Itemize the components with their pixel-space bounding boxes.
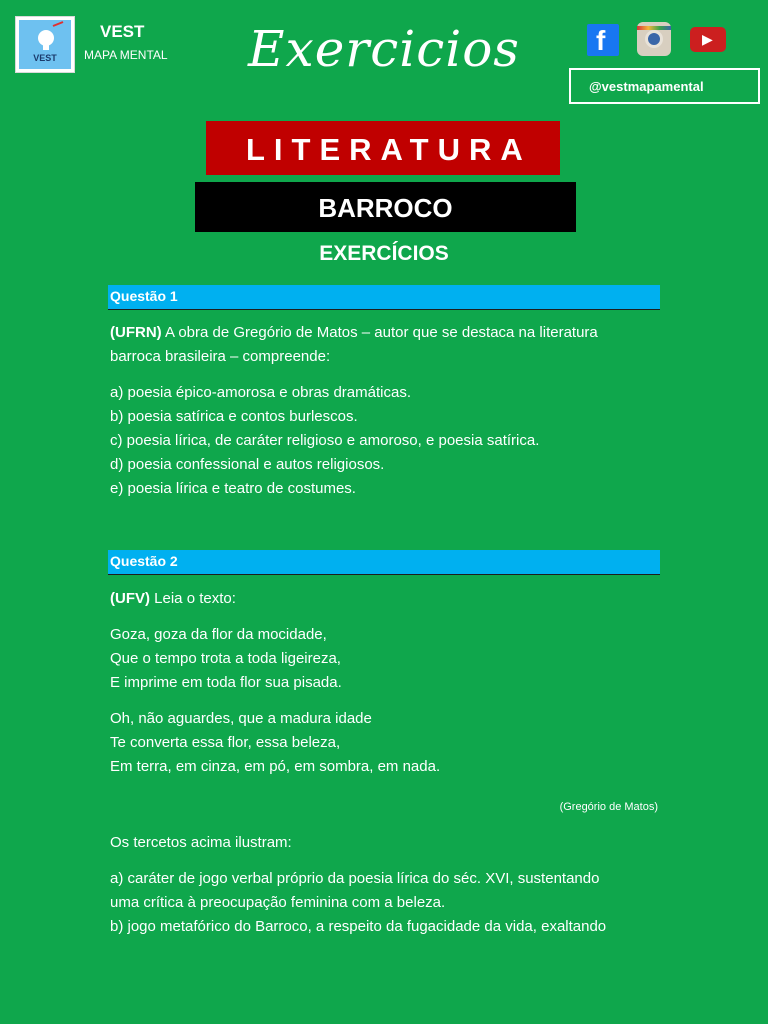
question-1-prompt-line-1: A obra de Gregório de Matos – autor que se destaca na literatura	[161, 324, 598, 341]
topic-banner	[195, 182, 576, 232]
poem-line: Oh, não aguardes, que a madura idade	[110, 710, 372, 727]
subject-banner	[206, 121, 560, 175]
question-1-prompt-line-2: barroca brasileira – compreende:	[110, 348, 331, 365]
question-1-prompt	[110, 321, 670, 369]
poem-line: Te converta essa flor, essa beleza,	[110, 734, 341, 751]
question-2-label: Questão 2	[110, 553, 178, 569]
topic-label: BARROCO	[318, 193, 453, 223]
question-1-source: (UFRN)	[110, 324, 162, 341]
question-1-label: Questão 1	[110, 288, 178, 304]
poem-line: E imprime em toda flor sua pisada.	[110, 674, 342, 691]
question-2-question: Os tercetos acima ilustram:	[110, 834, 292, 851]
page-title: Exercicios	[248, 20, 520, 78]
poem-stanza-2	[110, 707, 670, 779]
brand-title: VEST	[100, 22, 145, 41]
question-1-options	[110, 381, 670, 501]
subject-label: LITERATURA	[246, 132, 532, 167]
option-d[interactable]: d) poesia confessional e autos religiosos.	[110, 456, 385, 473]
option-a[interactable]: a) poesia épico-amorosa e obras dramáticas.	[110, 384, 411, 401]
youtube-icon[interactable]: ▶	[690, 27, 726, 52]
question-2-prompt	[110, 587, 670, 611]
option-e[interactable]: e) poesia lírica e teatro de costumes.	[110, 480, 356, 497]
option-a-line-1[interactable]: a) caráter de jogo verbal próprio da poesia lírica do séc. XVI, sustentando	[110, 870, 600, 887]
option-b[interactable]: b) poesia satírica e contos burlescos.	[110, 408, 358, 425]
poem-line: Goza, goza da flor da mocidade,	[110, 626, 327, 643]
brand-subtitle: MAPA MENTAL	[84, 48, 168, 62]
poem-line: Em terra, em cinza, em pó, em sombra, em nada.	[110, 758, 441, 775]
social-handle[interactable]	[569, 68, 760, 104]
option-c[interactable]: c) poesia lírica, de caráter religioso e amoroso, e poesia satírica.	[110, 432, 540, 449]
question-1-header	[108, 285, 660, 310]
poem-stanza-1	[110, 623, 670, 695]
question-2-options	[110, 867, 670, 939]
option-a-line-2[interactable]: uma crítica à preocupação feminina com a beleza.	[110, 894, 446, 911]
question-2-prompt-text: Leia o texto:	[150, 590, 236, 607]
question-2-header	[108, 550, 660, 575]
facebook-icon[interactable]: f	[587, 24, 619, 56]
poem-line: Que o tempo trota a toda ligeireza,	[110, 650, 341, 667]
logo-text: VEST	[33, 53, 57, 63]
section-heading: EXERCÍCIOS	[319, 242, 449, 265]
option-b[interactable]: b) jogo metafórico do Barroco, a respeito da fugacidade da vida, exaltando	[110, 918, 607, 935]
instagram-icon[interactable]	[637, 22, 671, 56]
social-handle-text: @vestmapamental	[589, 79, 704, 94]
poem-author: (Gregório de Matos)	[559, 801, 658, 813]
question-2-source: (UFV)	[110, 590, 150, 607]
